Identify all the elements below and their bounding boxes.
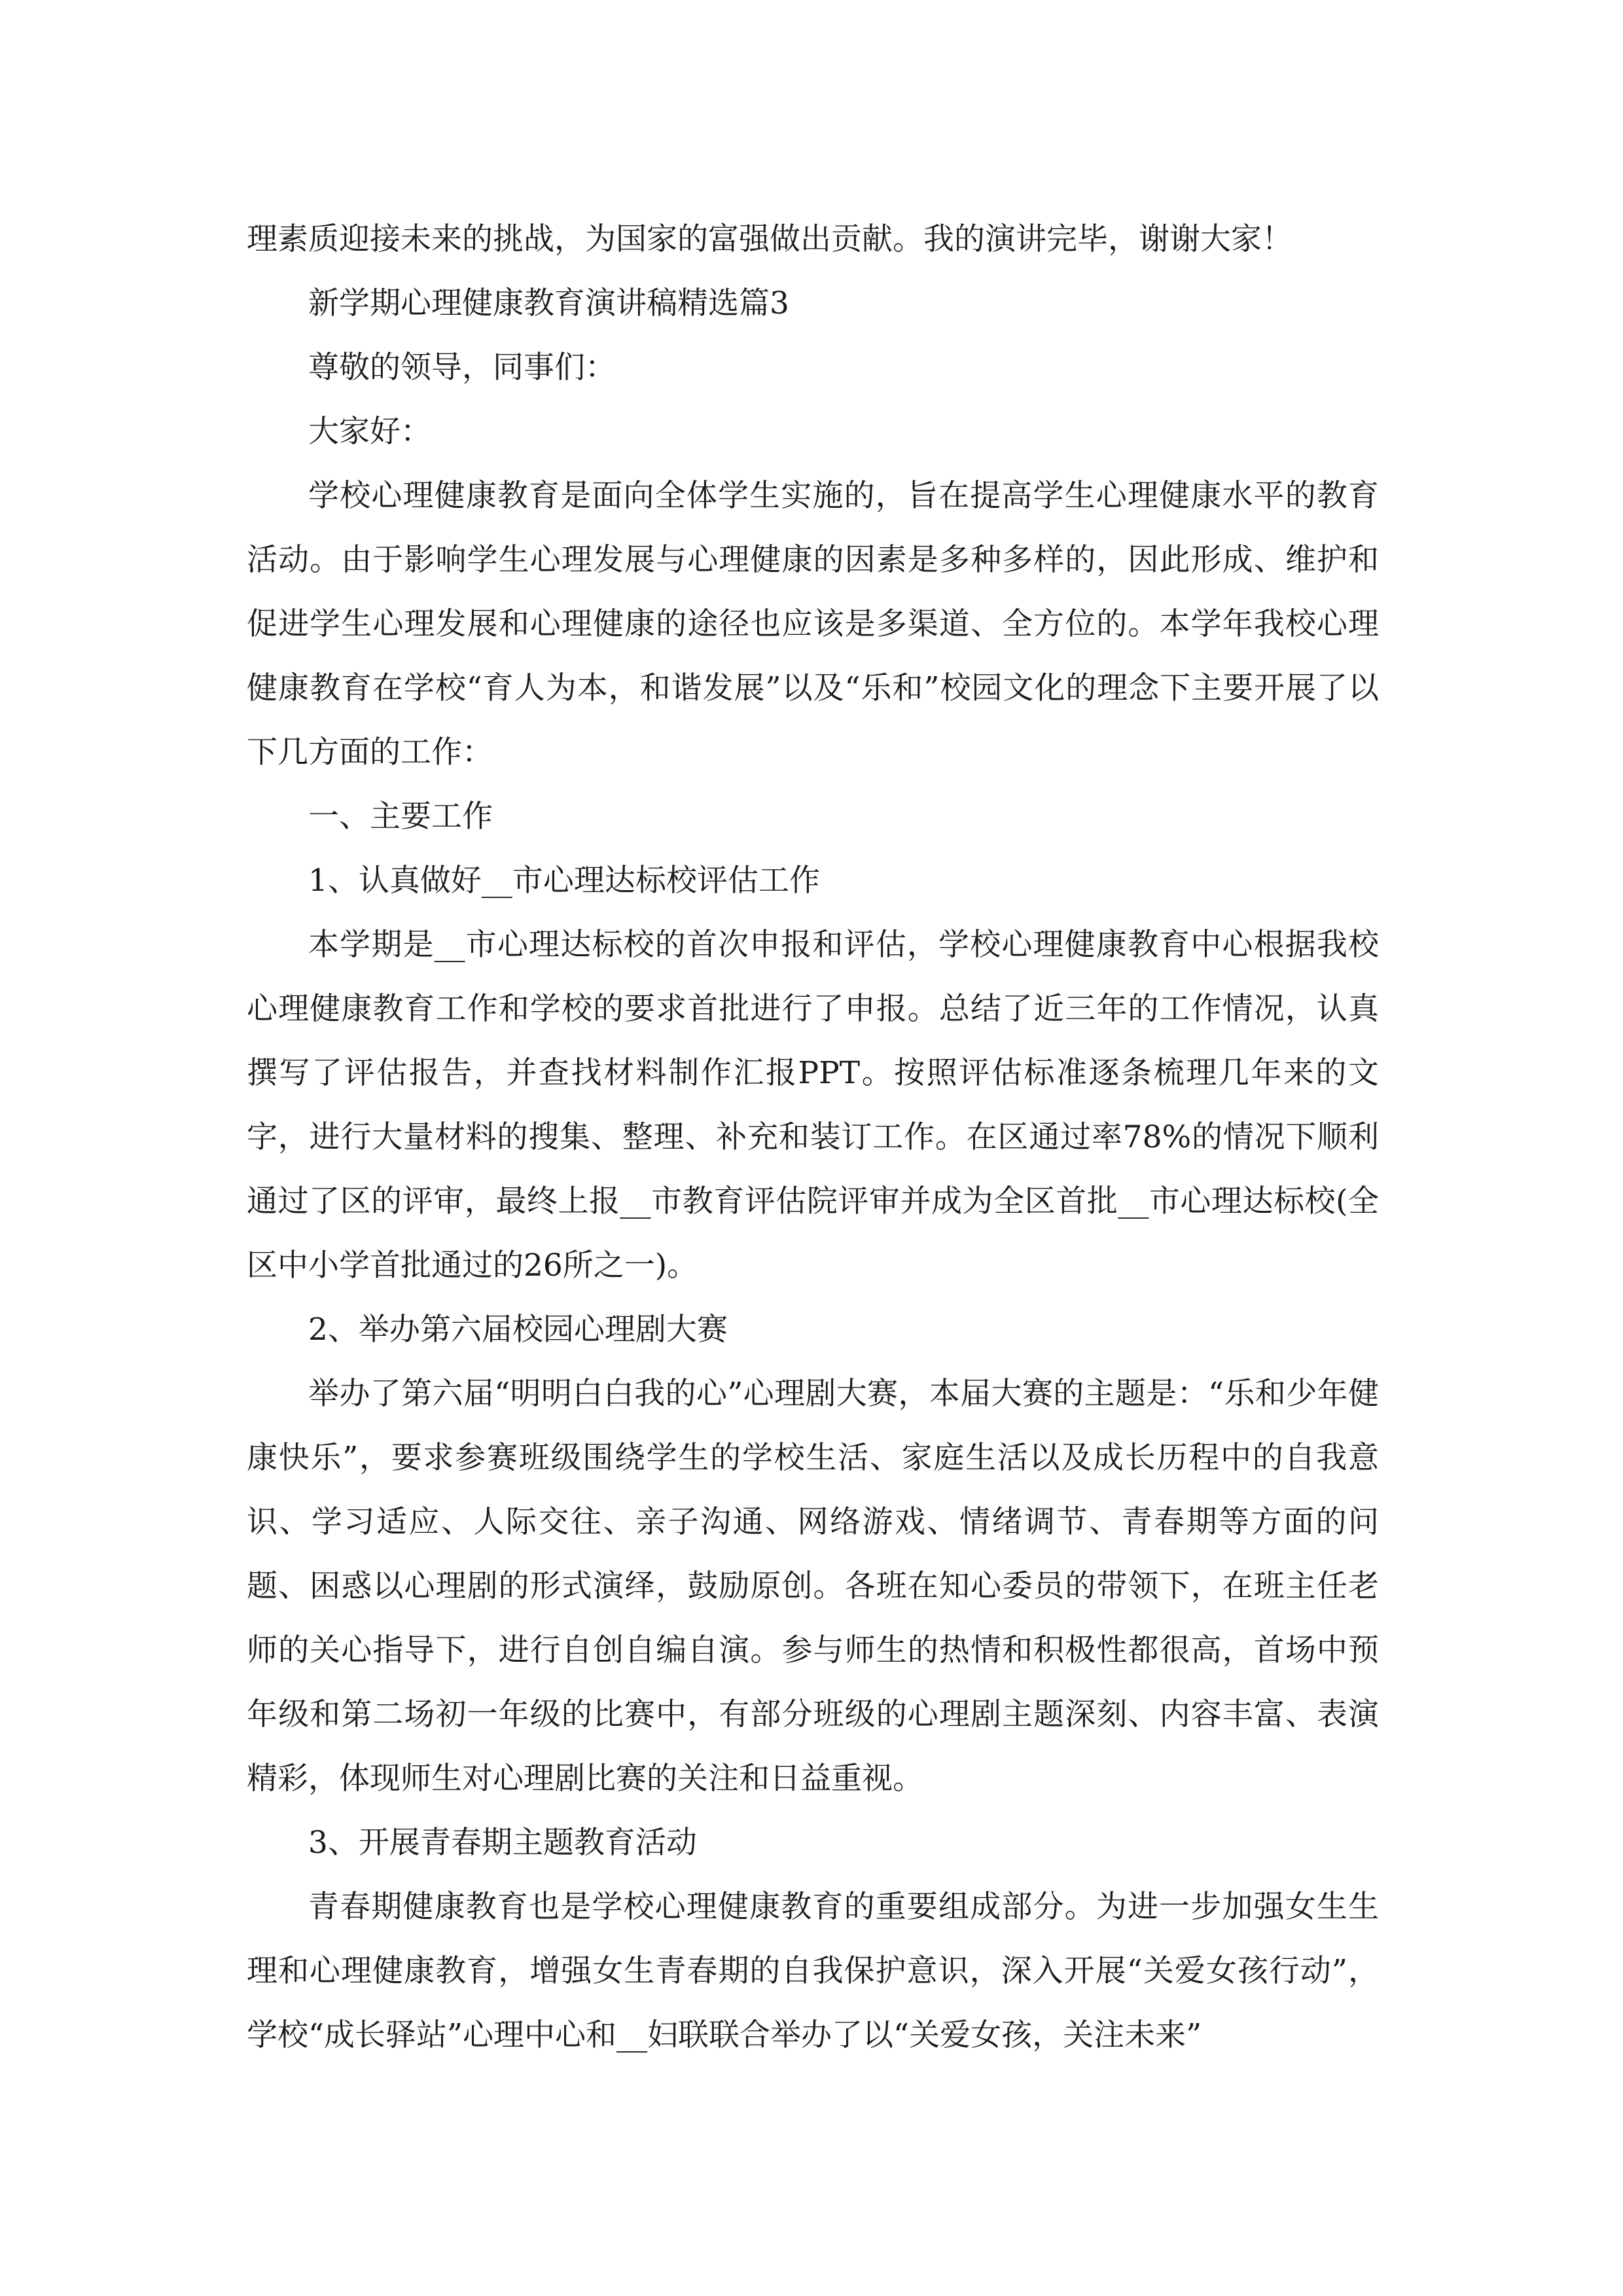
paragraph-intro: 学校心理健康教育是面向全体学生实施的，旨在提高学生心理健康水平的教育活动。由于影响学生心理发展与心理健康的因素是多种多样的，因此形成、维护和促进学生心理发展和心理健康的途径也应该是多渠道、全方位的。本学年我校心理健康教育在学校“育人为本，和谐发展”以及“乐和”校园文化的理念下主要开展了以下几方面的工作： bbox=[247, 478, 1379, 770]
document-body bbox=[247, 207, 1379, 2068]
subheading-item-2: 2、举办第六届校园心理剧大赛 bbox=[308, 1312, 728, 1348]
paragraph-item-3: 青春期健康教育也是学校心理健康教育的重要组成部分。为进一步加强女生生理和心理健康教育，增强女生青春期的自我保护意识，深入开展“关爱女孩行动”，学校“成长驿站”心理中心和__妇联联合举办了以“关爱女孩，关注未来” bbox=[247, 1889, 1379, 2053]
subheading-item-1: 1、认真做好__市心理达标校评估工作 bbox=[308, 863, 820, 899]
greeting: 大家好： bbox=[308, 414, 431, 450]
paragraph-item-1: 本学期是__市心理达标校的首次申报和评估，学校心理健康教育中心根据我校心理健康教育工作和学校的要求首批进行了申报。总结了近三年的工作情况，认真撰写了评估报告，并查找材料制作汇报PPT。按照评估标准逐条梳理几年来的文字，进行大量材料的搜集、整理、补充和装订工作。在区通过率78%的情况下顺利通过了区的评审，最终上报__市教育评估院评审并成为全区首批__市心理达标校(全区中小学首批通过的26所之一)。 bbox=[247, 927, 1379, 1283]
heading-main-work: 一、主要工作 bbox=[308, 798, 493, 834]
paragraph-speech-ending: 理素质迎接未来的挑战，为国家的富强做出贡献。我的演讲完毕，谢谢大家！ bbox=[247, 221, 1293, 257]
paragraph-item-2: 举办了第六届“明明白白我的心”心理剧大赛，本届大赛的主题是：“乐和少年健康快乐”，要求参赛班级围绕学生的学校生活、家庭生活以及成长历程中的自我意识、学习适应、人际交往、亲子沟通、网络游戏、情绪调节、青春期等方面的问题、困惑以心理剧的形式演绎，鼓励原创。各班在知心委员的带领下，在班主任老师的关心指导下，进行自创自编自演。参与师生的热情和积极性都很高，首场中预年级和第二场初一年级的比赛中，有部分班级的心理剧主题深刻、内容丰富、表演精彩，体现师生对心理剧比赛的关注和日益重视。 bbox=[247, 1376, 1379, 1797]
salutation: 尊敬的领导，同事们： bbox=[308, 350, 616, 386]
subheading-item-3: 3、开展青春期主题教育活动 bbox=[308, 1825, 697, 1861]
section-title-speech-3: 新学期心理健康教育演讲稿精选篇3 bbox=[308, 285, 789, 321]
